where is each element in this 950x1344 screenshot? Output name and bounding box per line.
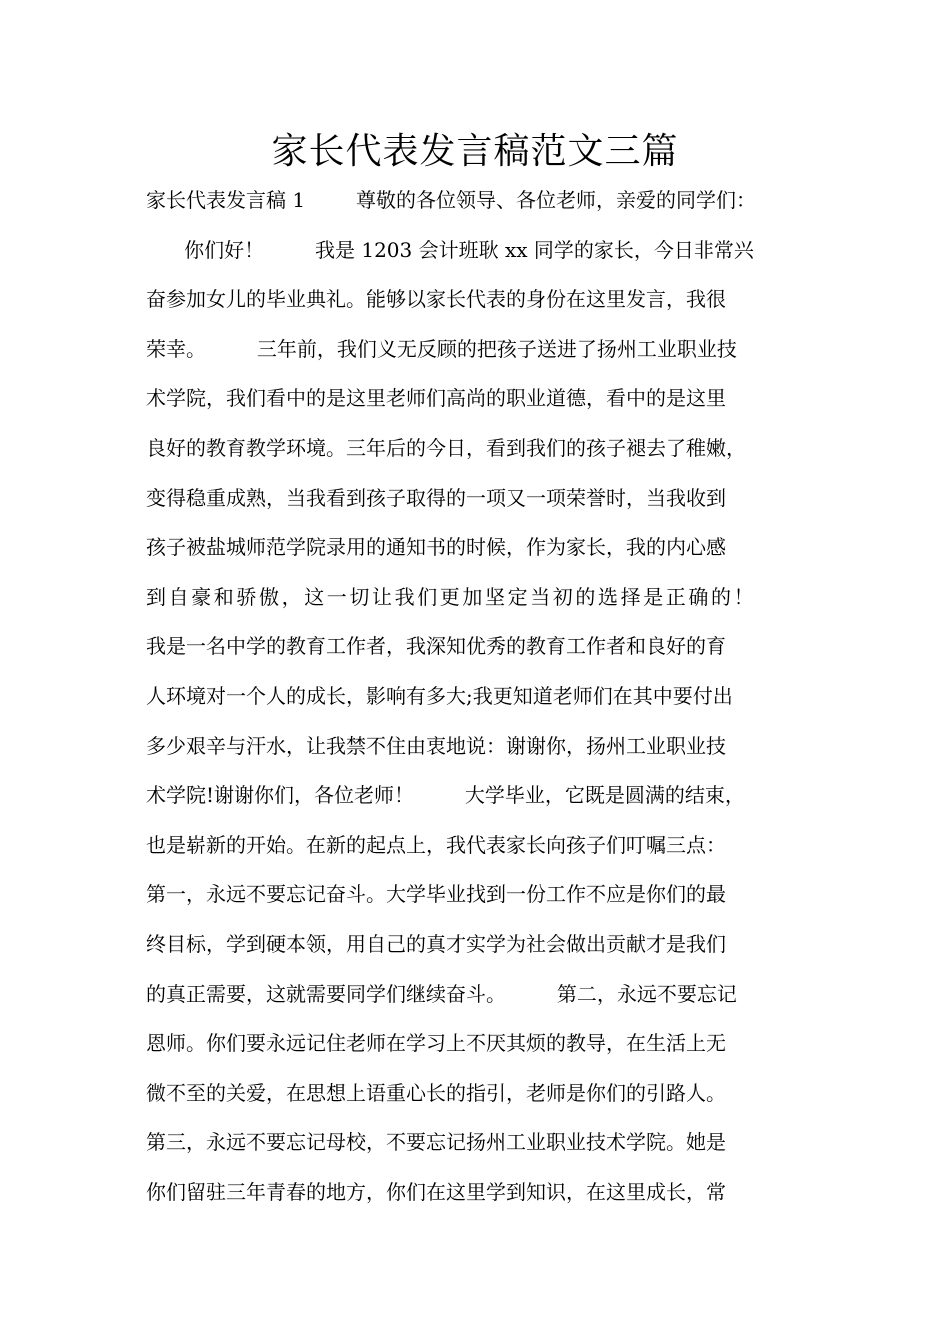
body-line: 良好的教育教学环境。三年后的今日，看到我们的孩子褪去了稚嫩， [146,435,746,460]
body-line: 微不至的关爱，在思想上语重心长的指引，老师是你们的引路人。 [146,1080,726,1105]
body-line: 第三，永远不要忘记母校，不要忘记扬州工业职业技术学院。她是 [146,1130,726,1155]
body-line: 你们留驻三年青春的地方，你们在这里学到知识，在这里成长，常 [146,1179,726,1204]
body-line: 多少艰辛与汗水，让我禁不住由衷地说：谢谢你，扬州工业职业技 [146,733,726,758]
body-line: 术学院，我们看中的是这里老师们高尚的职业道德，看中的是这里 [146,386,726,411]
body-line: 的真正需要，这就需要同学们继续奋斗。 第二，永远不要忘记 [146,981,737,1006]
body-line: 孩子被盐城师范学院录用的通知书的时候，作为家长，我的内心感 [146,535,726,560]
body-line: 到自豪和骄傲，这一切让我们更加坚定当初的选择是正确的！ [146,584,757,609]
body-line: 人环境对一个人的成长，影响有多大;我更知道老师们在其中要付出 [146,683,733,708]
body-line: 奋参加女儿的毕业典礼。能够以家长代表的身份在这里发言，我很 [146,287,726,312]
body-line: 也是崭新的开始。在新的起点上，我代表家长向孩子们叮嘱三点： [146,832,726,857]
document-body [146,183,826,1224]
body-line: 荣幸。 三年前，我们义无反顾的把孩子送进了扬州工业职业技 [146,336,737,361]
body-line: 术学院!谢谢你们，各位老师！ 大学毕业，它既是圆满的结束， [146,783,745,808]
body-line: 恩师。你们要永远记住老师在学习上不厌其烦的教导，在生活上无 [146,1031,726,1056]
body-line: 你们好！ 我是 1203 会计班耿 xx 同学的家长，今日非常兴 [146,237,754,262]
body-line: 家长代表发言稿 1 尊敬的各位领导、各位老师，亲爱的同学们： [146,188,756,212]
body-line: 变得稳重成熟，当我看到孩子取得的一项又一项荣誉时，当我收到 [146,485,726,510]
body-line: 我是一名中学的教育工作者，我深知优秀的教育工作者和良好的育 [146,634,726,659]
body-line: 终目标，学到硬本领，用自己的真才实学为社会做出贡献才是我们 [146,931,726,956]
document-title: 家长代表发言稿范文三篇 [271,131,679,172]
body-line: 第一，永远不要忘记奋斗。大学毕业找到一份工作不应是你们的最 [146,882,726,907]
